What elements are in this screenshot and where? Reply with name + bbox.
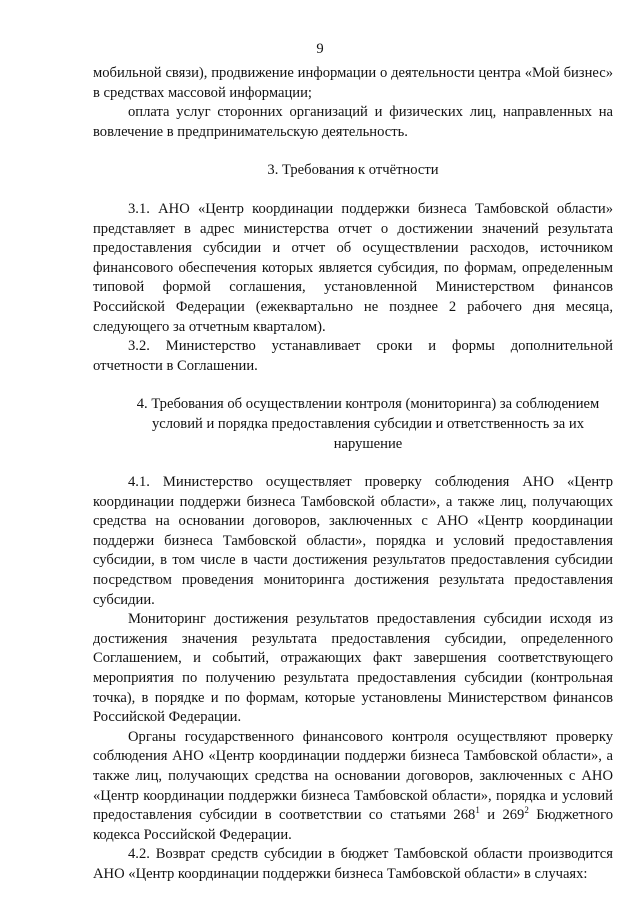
page-number: 9 (316, 41, 324, 57)
section-heading: 4. Требования об осуществлении контроля (мониторинга) за соблюдением условий и порядка предоставления субсидии и ответственность за их нарушение (136, 396, 600, 452)
text-run: и 269 (479, 807, 525, 824)
paragraph: 3.2. Министерство устанавливает сроки и формы дополнительной отчетности в Соглашении. (93, 338, 613, 374)
paragraph: 3.1. АНО «Центр координации поддержки бизнеса Тамбовской области» представляет в адрес министерства отчет о достижении значений результата предоставления субсидии и отчет об осуществлении расходов, источником финансового обеспечения которых является субсидия, по формам, определенным типовой формой соглашения, установленной Министерством финансов Российской Федерации (ежеквартально не позднее 2 рабочего дня месяца, следующего за отчетным кварталом). (93, 200, 613, 335)
superscript: 2 (524, 805, 529, 816)
paragraph: оплата услуг сторонних организаций и физических лиц, направленных на вовлечение в предпринимательскую деятельность. (93, 104, 613, 140)
paragraph: мобильной связи), продвижение информации о деятельности центра «Мой бизнес» в средствах массовой информации; (93, 65, 613, 101)
text-run: Органы государственного финансового контроля осуществляют проверку соблюдения АНО «Центр координации поддержи бизнеса Тамбовской области», а также лиц, получающих средства на основании договоров, заключенных с АНО «Центр координации поддержки бизнеса Тамбовской области», порядка и условий предоставления субсидии в соответствии со статьями 268 (93, 728, 613, 824)
superscript: 1 (475, 805, 480, 816)
section-heading: 3. Требования к отчётности (267, 162, 439, 179)
page-content (93, 64, 613, 885)
paragraph: 4.1. Министерство осуществляет проверку соблюдения АНО «Центр координации поддержи бизнеса Тамбовской области», а также лиц, получающих средства на основании договоров, заключенных с АНО «Центр координации поддержи бизнеса Тамбовской области», порядка и условий предоставления субсидии, в том числе в части достижения результатов предоставления субсидии посредством проведения мониторинга достижения результата предоставления субсидии. (93, 474, 613, 608)
text-run: Бюджетного кодекса Российской Федерации. (93, 807, 614, 843)
paragraph: Мониторинг достижения результатов предоставления субсидии исходя из достижения значения результата предоставления субсидии, определенного Соглашением, и событий, отражающих факт завершения соответствующего мероприятия по получению результата предоставления субсидии (контрольная точка), в порядке и по формам, которые установлены Министерством финансов Российской Федерации. (93, 611, 613, 726)
paragraph (93, 728, 613, 846)
paragraph: 4.2. Возврат средств субсидии в бюджет Тамбовской области производится АНО «Центр координации поддержки бизнеса Тамбовской области» в случаях: (93, 846, 613, 882)
